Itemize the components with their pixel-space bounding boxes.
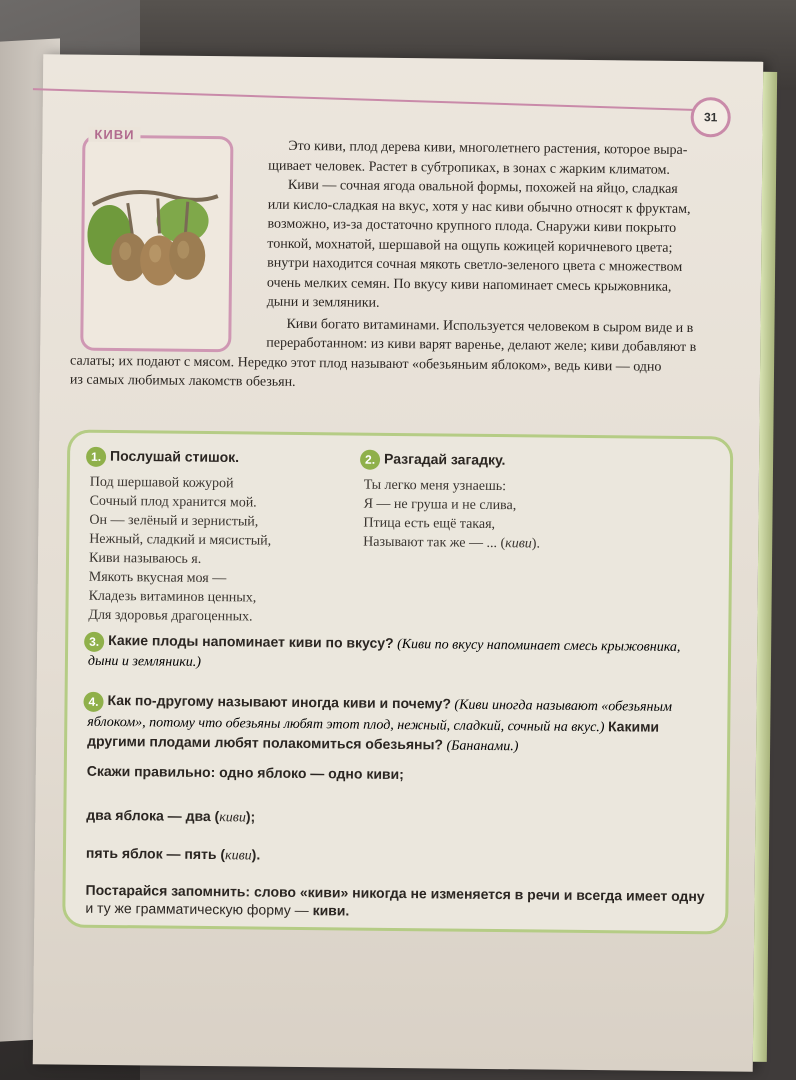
task-3-answer: (Киви по вкусу напоминает смесь крыжовника, — [397, 636, 681, 655]
say-text: пять яблок — пять ( — [85, 844, 226, 863]
poem-line: Нежный, сладкий и мясистый, — [89, 531, 272, 549]
riddle-line: Я — не груша и не слива, — [363, 496, 517, 514]
intro-line: Киви — сочная ягода овальной формы, похожей на яйцо, сладкая — [287, 177, 678, 197]
remember-line: Постарайся запомнить: слово «киви» никогда не изменяется в речи и всегда имеет одну — [85, 881, 705, 905]
poem-line: Он — зелёный и зернистый, — [89, 512, 259, 530]
intro-line: очень мелких семян. По вкусу киви напоминает смесь крыжовника, — [266, 275, 672, 295]
intro-line: Киви богато витаминами. Используется человеком в сыром виде и в — [286, 316, 694, 336]
intro-line: дыни и земляники. — [266, 294, 380, 311]
task-4-question2: другими плодами любят полакомиться обезьяны? — [87, 732, 444, 753]
task-4-answer: яблоком», потому что обезьяны любят этот плод, нежный, сладкий, сочный на вкус.) — [87, 714, 605, 735]
remember-note — [85, 881, 715, 924]
say-text: два яблока — два ( — [86, 806, 220, 825]
task-4-question: Как по-другому называют иногда киви и почему? — [107, 691, 452, 712]
riddle-end: ). — [531, 536, 541, 552]
say-line-1: Скажи правильно: одно яблоко — одно киви; — [86, 762, 404, 783]
task-number-badge: 1. — [86, 447, 106, 467]
task-1-poem — [84, 473, 386, 628]
say-end: ). — [251, 846, 261, 863]
intro-line: тонкой, мохнатой, шершавой на ощупь кожицей коричневого цвета; — [267, 236, 673, 256]
task-3-question: Какие плоды напоминает киви по вкусу? — [108, 631, 394, 651]
book-page — [33, 54, 764, 1071]
task-4-answer2: (Бананами.) — [446, 738, 519, 755]
task-1-title: Послушай стишок. — [110, 447, 240, 466]
task-4-question2: Какими — [607, 717, 660, 735]
intro-line: салаты; их подают с мясом. Нередко этот плод называют «обезьяньим яблоком», ведь киви — одно — [70, 353, 662, 375]
task-number-badge: 2. — [360, 450, 380, 470]
header-line — [33, 88, 693, 111]
intro-line: возможно, из-за достаточно крупного плода. Снаружи киви покрыто — [267, 216, 677, 236]
riddle-answer: киви — [505, 536, 532, 552]
riddle-line — [363, 533, 699, 556]
say-answer: киви — [219, 810, 246, 826]
intro-text — [70, 135, 723, 397]
remember-text: и ту же грамматическую форму — — [85, 899, 313, 919]
say-line-2 — [86, 807, 255, 827]
task-2-title: Разгадай загадку. — [384, 450, 506, 468]
page-edge — [753, 72, 777, 1062]
poem-line: Сочный плод хранится мой. — [89, 493, 257, 511]
intro-line: внутри находится сочная мякоть светло-зеленого цвета с множеством — [267, 255, 683, 275]
task-number-badge: 3. — [84, 631, 104, 651]
task-3-answer: дыни и земляники.) — [87, 653, 202, 670]
task-3 — [84, 631, 714, 677]
intro-line: переработанном: из киви варят варенье, делают желе; киви добавляют в — [266, 335, 697, 356]
poem-line: Мякоть вкусная моя — — [88, 569, 227, 587]
remember-word: киви. — [312, 902, 350, 919]
say-end: ); — [245, 808, 256, 825]
say-line-3 — [86, 845, 261, 865]
task-2 — [359, 450, 700, 556]
riddle-text: Называют так же — ... ( — [363, 534, 506, 552]
poem-line: Под шершавой кожурой — [89, 474, 234, 492]
kiwi-box-title: КИВИ — [88, 127, 140, 143]
task-1 — [84, 447, 386, 628]
poem-line: Киви называюсь я. — [88, 550, 202, 567]
riddle-line: Птица есть ещё такая, — [363, 515, 496, 533]
task-4 — [83, 691, 714, 758]
intro-line: или кисло-сладкая на вкус, хотя у нас киви обычно относят к фруктам, — [267, 197, 691, 217]
poem-line: Кладезь витаминов ценных, — [88, 588, 257, 606]
intro-line: щивает человек. Растет в субтропиках, в зонах с жарким климатом. — [268, 158, 671, 178]
task-4-answer: (Киви иногда называют «обезьяным — [454, 697, 673, 715]
task-2-riddle — [359, 476, 700, 556]
task-number-badge: 4. — [83, 691, 103, 711]
say-answer: киви — [224, 848, 252, 864]
intro-line: Это киви, плод дерева киви, многолетнего растения, которое выра- — [288, 138, 688, 159]
riddle-line: Ты легко меня узнаешь: — [363, 477, 507, 495]
intro-line: из самых любимых лакомств обезьян. — [69, 372, 296, 390]
page-number: 31 — [690, 97, 730, 137]
tasks-box — [62, 430, 733, 935]
poem-line: Для здоровья драгоценных. — [88, 607, 253, 625]
